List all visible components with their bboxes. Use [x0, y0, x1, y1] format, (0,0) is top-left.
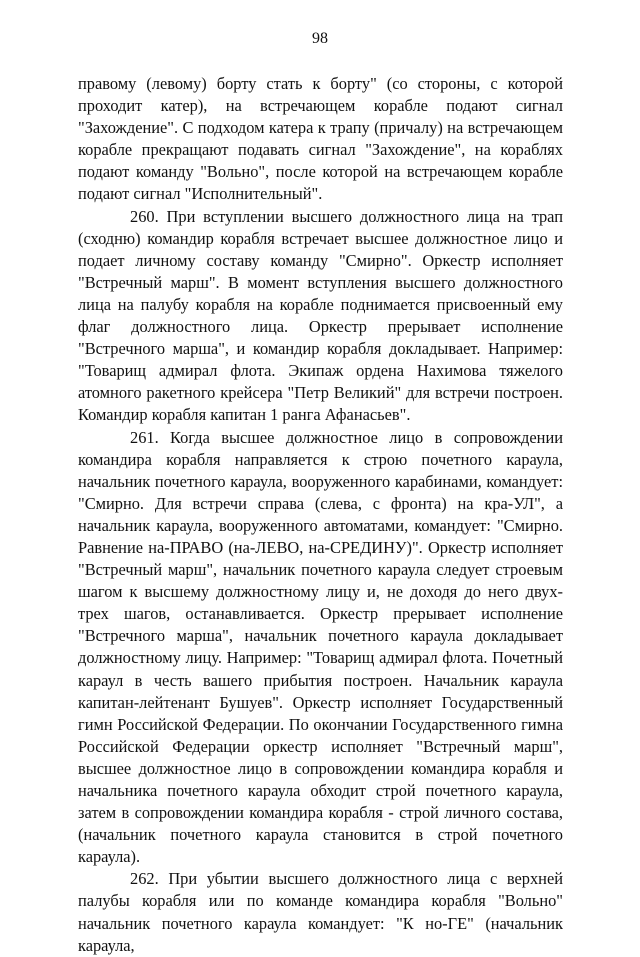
page-number: 98 — [312, 30, 328, 47]
paragraph-260: 260. При вступлении высшего должностного лица на трап (сходню) командир корабля встречает высшее должностное лицо и подает личному составу команду "Смирно". Оркестр исполняет "Встречный марш". В момент вступления высшего должностного лица на палубу корабля на корабле поднимается присвоенный ему флаг должностного лица. Оркестр прерывает исполнение "Встречного марша", и командир корабля докладывает. Например: "Товарищ адмирал флота. Экипаж ордена Нахимова тяжелого атомного ракетного крейсера "Петр Великий" для встречи построен. Командир корабля капитан 1 ранга Афанасьев". — [78, 206, 563, 425]
document-body — [78, 73, 563, 957]
paragraph-261: 261. Когда высшее должностное лицо в сопровождении командира корабля направляется к строю почетного караула, начальник почетного караула, вооруженного карабинами, командует: "Смирно. Для встречи справа (слева, с фронта) на кра-УЛ", а начальник караула, вооруженного автоматами, командует: "Смирно. Равнение на-ПРАВО (на-ЛЕВО, на-СРЕДИНУ)". Оркестр исполняет "Встречный марш", начальник почетного караула следует строевым шагом к высшему должностному лицу и, не доходя до него двух-трех шагов, останавливается. Оркестр прерывает исполнение "Встречного марша", начальник почетного караула докладывает должностному лицу. Например: "Товарищ адмирал флота. Почетный караул в честь вашего прибытия построен. Начальник караула капитан-лейтенант Бушуев". Оркестр исполняет Государственный гимн Российской Федерации. По окончании Государственного гимна Российской Федерации оркестр исполняет "Встречный марш", высшее должностное лицо в сопровождении командира корабля и начальника почетного караула обходит строй почетного караула, затем в сопровождении командира корабля - строй личного состава, (начальник почетного караула становится в строй почетного караула). — [78, 427, 563, 867]
paragraph-262: 262. При убытии высшего должностного лица с верхней палубы корабля или по команде командира корабля "Вольно" начальник почетного караула командует: "К но-ГЕ" (начальник караула, — [78, 869, 563, 955]
paragraph-continuation: правому (левому) борту стать к борту" (со стороны, с которой проходит катер), на встречающем корабле подают сигнал "Захождение". С подходом катера к трапу (причалу) на встречающем корабле прекращают подавать сигнал "Захождение", на кораблях подают команду "Вольно", после которой на встречающем корабле подают сигнал "Исполнительный". — [78, 74, 563, 204]
